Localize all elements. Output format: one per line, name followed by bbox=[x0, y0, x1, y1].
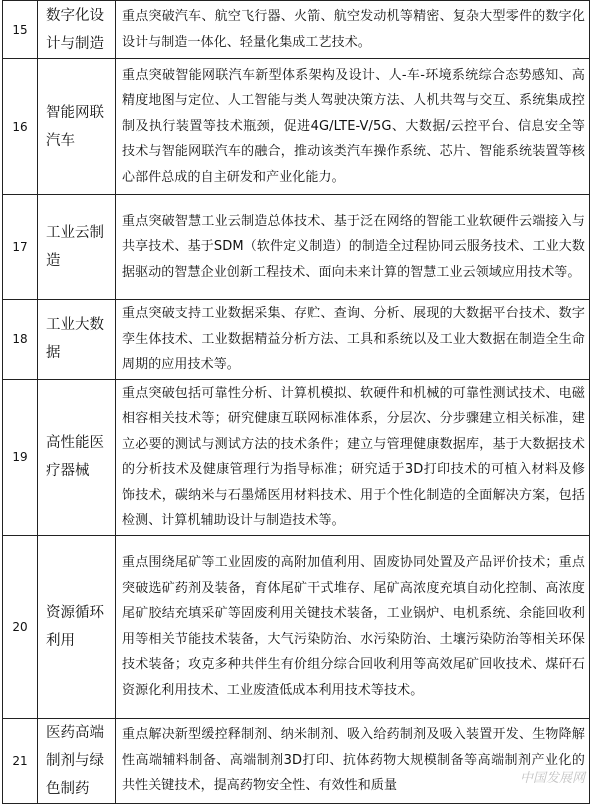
row-number: 20 bbox=[3, 535, 38, 718]
row-number: 17 bbox=[3, 195, 38, 300]
table-row bbox=[3, 195, 590, 300]
table-row bbox=[3, 535, 590, 718]
tech-description: 重点突破支持工业数据采集、存贮、查询、分析、展现的大数据平台技术、数字孪生体技术、工业数据精益分析方法、工具和系统以及工业大数据在制造全生命周期的应用技术等。 bbox=[116, 300, 590, 380]
tech-description: 重点突破智慧工业云制造总体技术、基于泛在网络的智能工业软硬件云端接入与共享技术、基于SDM（软件定义制造）的制造全过程协同云服务技术、工业大数据驱动的智慧企业创新工程技术、面向未来计算的智慧工业云领域应用技术等。 bbox=[116, 195, 590, 300]
row-number: 18 bbox=[3, 300, 38, 380]
tech-description: 重点解决新型缓控释制剂、纳米制剂、吸入给药制剂及吸入装置开发、生物降解性高端辅料制备、高端制剂3D打印、抗体药物大规模制备等高端制剂产业化的共性关键技术，提高药物安全性、有效性和质量 bbox=[116, 718, 590, 803]
row-number: 21 bbox=[3, 718, 38, 803]
table-row bbox=[3, 718, 590, 803]
tech-name: 医药高端制剂与绿色制药 bbox=[38, 718, 116, 803]
table-row bbox=[3, 59, 590, 195]
tech-name: 工业云制造 bbox=[38, 195, 116, 300]
tech-name: 工业大数据 bbox=[38, 300, 116, 380]
tech-name: 高性能医疗器械 bbox=[38, 379, 116, 535]
row-number: 19 bbox=[3, 379, 38, 535]
tech-name: 智能网联汽车 bbox=[38, 59, 116, 195]
site-watermark: 中国发展网 bbox=[519, 771, 585, 786]
tech-description: 重点围绕尾矿等工业固废的高附加值利用、固废协同处置及产品评价技术；重点突破选矿药剂及装备，育体尾矿干式堆存、尾矿高浓度充填自动化控制、高浓度尾矿胶结充填采矿等固废利用关键技术装备，工业锅炉、电机系统、余能回收利用等相关节能技术装备，大气污染防治、水污染防治、土壤污染防治等相关环保技术装备；攻克多种共伴生有价组分综合回收利用等高效尾矿回收技术、煤矸石资源化利用技术、工业废渣低成本利用技术等技术。 bbox=[116, 535, 590, 718]
table-row bbox=[3, 300, 590, 380]
tech-description: 重点突破智能网联汽车新型体系架构及设计、人-车-环境系统综合态势感知、高精度地图与定位、人工智能与类人驾驶决策方法、人机共驾与交互、系统集成控制及执行装置等技术瓶颈，促进4G/LTE-V/5G、大数据/云控平台、信息安全等技术与智能网联汽车的融合，推动该类汽车操作系统、芯片、智能系统装置等核心部件总成的自主研发和产业化能力。 bbox=[116, 59, 590, 195]
tech-description: 重点突破汽车、航空飞行器、火箭、航空发动机等精密、复杂大型零件的数字化设计与制造一体化、轻量化集成工艺技术。 bbox=[116, 1, 590, 59]
tech-name: 数字化设计与制造 bbox=[38, 1, 116, 59]
row-number: 16 bbox=[3, 59, 38, 195]
row-number: 15 bbox=[3, 1, 38, 59]
tech-name: 资源循环利用 bbox=[38, 535, 116, 718]
table-row bbox=[3, 1, 590, 59]
tech-table bbox=[2, 0, 590, 804]
table-row bbox=[3, 379, 590, 535]
tech-description: 重点突破包括可靠性分析、计算机模拟、软硬件和机械的可靠性测试技术、电磁相容相关技术等；研究健康互联网标准体系，分层次、分步骤建立相关标准，建立必要的测试与测试方法的技术条件；建立与管理健康数据库，基于大数据技术的分析技术及健康管理行为指导标准；研究适于3D打印技术的可植入材料及修饰技术，碳纳米与石墨烯医用材料技术、用于个性化制造的全面解决方案，包括检测、计算机辅助设计与制造技术等。 bbox=[116, 379, 590, 535]
